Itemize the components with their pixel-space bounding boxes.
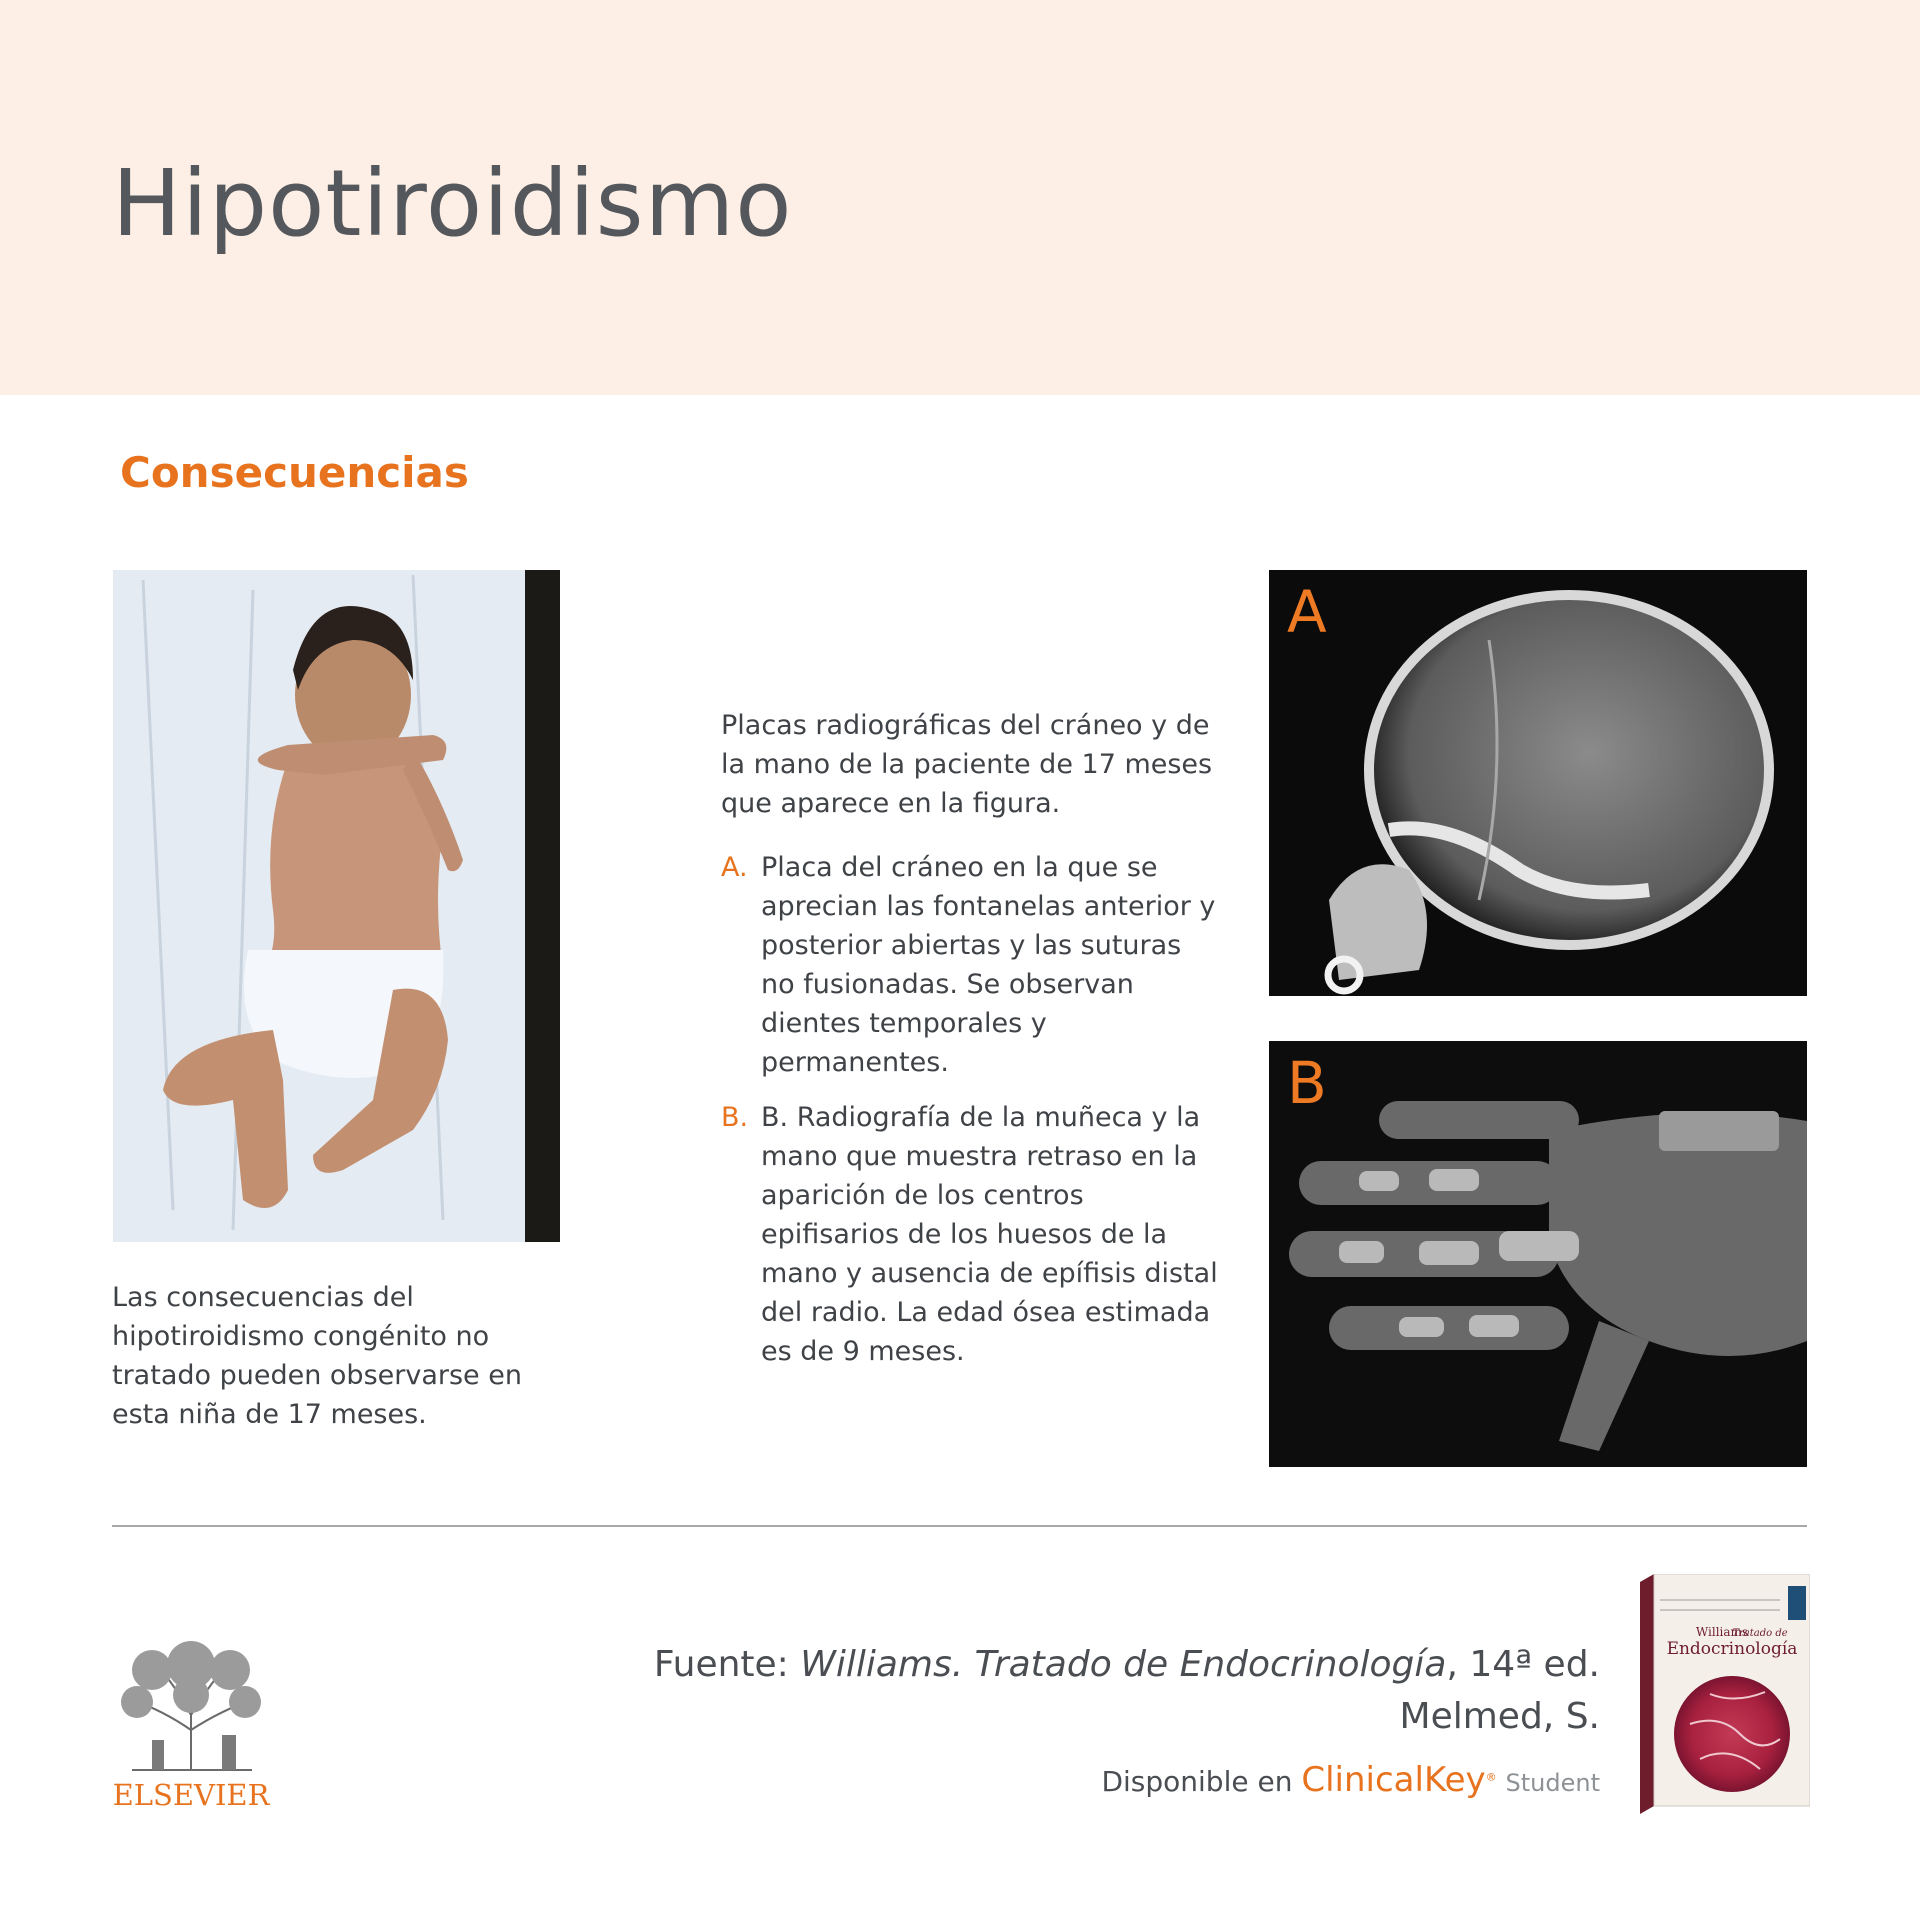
patient-photo [113,570,560,1242]
page-title: Hipotiroidismo [112,150,793,257]
xray-description-list [721,848,1221,1387]
source-prefix: Fuente: [653,1644,801,1685]
list-marker-a: A. [721,852,748,883]
clinicalkey-student-label: Student [1505,1769,1600,1797]
clinicalkey-brand[interactable]: ClinicalKey [1301,1760,1486,1800]
availability-line [1101,1760,1600,1800]
book-title-line1: Tratado de [1732,1628,1788,1639]
list-item [721,1098,1221,1371]
availability-prefix: Disponible en [1101,1765,1302,1798]
list-item-text: Placa del cráneo en la que se aprecian las fontanelas anterior y posterior abiertas y las suturas no fusionadas. Se observan dientes temporales y permanentes. [761,852,1216,1078]
source-citation [654,1644,1600,1685]
xray-intro-text: Placas radiográficas del cráneo y de la mano de la paciente de 17 meses que aparece en la figura. [721,710,1213,819]
panel-label-a: A [1287,578,1327,646]
source-edition: , 14ª ed. [1446,1644,1600,1685]
hand-xray-image [1269,1041,1807,1467]
elsevier-wordmark: ELSEVIER [112,1778,270,1812]
patient-caption: Las consecuencias del hipotiroidismo congénito no tratado pueden observarse en esta niña de 17 meses. [112,1282,522,1430]
footer-divider [112,1525,1807,1527]
source-author: Melmed, S. [1399,1696,1600,1737]
section-title: Consecuencias [120,448,469,497]
book-series: Williams [1695,1625,1749,1639]
list-item [721,848,1221,1082]
list-marker-b: B. [721,1102,749,1133]
registered-mark-icon: ® [1485,1770,1497,1784]
list-item-text: B. Radiografía de la muñeca y la mano que muestra retraso en la aparición de los centros epifisarios de los huesos de la mano y ausencia de epífisis distal del radio. La edad ósea estimada es de 9 meses. [761,1102,1218,1367]
skull-xray-image [1269,570,1807,996]
book-title-line2: Endocrinología [1666,1639,1798,1659]
book-cover-image [1640,1574,1810,1814]
panel-label-b: B [1287,1049,1327,1117]
source-book-title: Williams. Tratado de Endocrinología [800,1644,1447,1685]
